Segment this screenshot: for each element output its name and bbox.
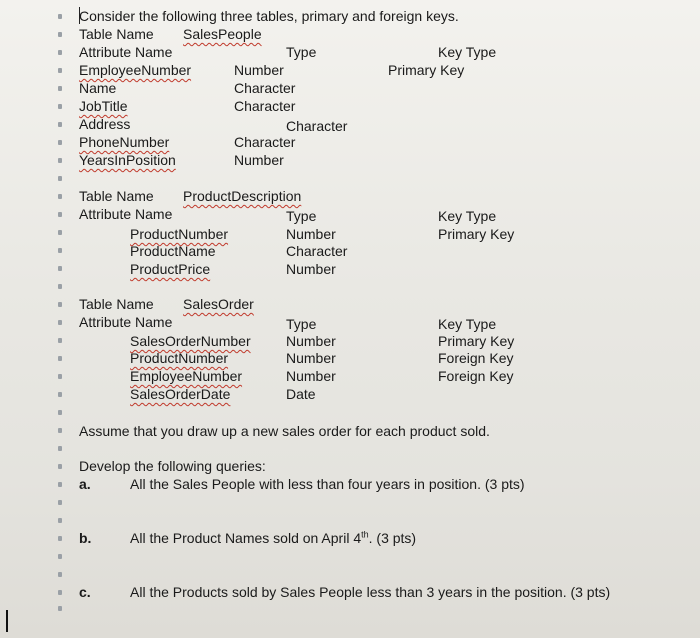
table2-key: Primary Key xyxy=(438,226,515,242)
table3-attr: EmployeeNumber xyxy=(130,368,243,384)
bullet xyxy=(58,230,62,235)
bullet xyxy=(58,248,62,253)
query-c-letter: c. xyxy=(79,584,91,600)
table1-attr: Address xyxy=(79,116,131,132)
table1-type-header: Type xyxy=(286,44,317,60)
bullet xyxy=(58,572,62,577)
bullet xyxy=(58,392,62,397)
bullet xyxy=(58,158,62,163)
table3-key: Primary Key xyxy=(438,333,515,349)
bullet xyxy=(58,176,62,181)
table3-key: Foreign Key xyxy=(438,368,514,384)
bullet xyxy=(58,302,62,307)
table2-type: Number xyxy=(286,226,336,242)
bullet xyxy=(58,14,62,19)
bullet xyxy=(58,590,62,595)
table1-attr: Name xyxy=(79,80,117,96)
assume-text: Assume that you draw up a new sales order for each product sold. xyxy=(79,423,490,439)
bullet xyxy=(58,554,62,559)
table2-attr-header: Attribute Name xyxy=(79,206,173,222)
bullet xyxy=(58,104,62,109)
table1-attr: JobTitle xyxy=(79,98,128,114)
bullet xyxy=(58,374,62,379)
table3-attr: SalesOrderNumber xyxy=(130,333,251,349)
query-c-text: All the Products sold by Sales People less than 3 years in the position. (3 pts) xyxy=(130,584,611,600)
table2-attr: ProductName xyxy=(130,243,216,259)
table1-attr: PhoneNumber xyxy=(79,134,170,150)
query-b-text xyxy=(130,530,416,546)
bullet xyxy=(58,320,62,325)
intro-text: Consider the following three tables, primary and foreign keys. xyxy=(79,8,459,24)
table1-attr-header: Attribute Name xyxy=(79,44,173,60)
table2-attr: ProductNumber xyxy=(130,226,229,242)
bullet xyxy=(58,518,62,523)
bullet xyxy=(58,122,62,127)
bullet xyxy=(58,446,62,451)
bullet xyxy=(58,428,62,433)
bullet xyxy=(58,68,62,73)
query-a-text: All the Sales People with less than four years in position. (3 pts) xyxy=(130,476,525,492)
table1-name: SalesPeople xyxy=(183,26,262,42)
table3-attr: ProductNumber xyxy=(130,350,229,366)
table2-attr: ProductPrice xyxy=(130,261,211,277)
table3-key-header: Key Type xyxy=(438,316,497,332)
table1-key: Primary Key xyxy=(388,62,465,78)
bullet xyxy=(58,50,62,55)
table1-type: Character xyxy=(286,118,348,134)
table1-label: Table Name xyxy=(79,26,154,42)
bullet xyxy=(58,482,62,487)
table1-key-header: Key Type xyxy=(438,44,497,60)
bullet xyxy=(58,266,62,271)
bullet xyxy=(58,464,62,469)
table3-attr: SalesOrderDate xyxy=(130,386,231,402)
bullet xyxy=(58,338,62,343)
query-b-text-tail: . (3 pts) xyxy=(368,530,417,546)
table2-key-header: Key Type xyxy=(438,208,497,224)
table3-type: Number xyxy=(286,333,336,349)
bullet xyxy=(58,86,62,91)
table3-key: Foreign Key xyxy=(438,350,514,366)
bullet xyxy=(58,606,62,611)
table3-type-header: Type xyxy=(286,316,317,332)
query-b-sup: th xyxy=(361,529,369,540)
bullet xyxy=(58,536,62,541)
table3-type: Date xyxy=(286,386,316,402)
table1-type: Character xyxy=(234,134,296,150)
bullet xyxy=(58,410,62,415)
table1-type: Number xyxy=(234,62,284,78)
table3-attr-header: Attribute Name xyxy=(79,314,173,330)
table1-type: Character xyxy=(234,98,296,114)
table3-type: Number xyxy=(286,350,336,366)
table1-type: Character xyxy=(234,80,296,96)
bullet xyxy=(58,194,62,199)
table3-type: Number xyxy=(286,368,336,384)
bullet xyxy=(58,356,62,361)
table2-label: Table Name xyxy=(79,188,154,204)
table2-type: Number xyxy=(286,261,336,277)
develop-text: Develop the following queries: xyxy=(79,458,266,474)
query-a-letter: a. xyxy=(79,476,91,492)
left-edge-mark xyxy=(6,610,8,632)
query-b-text-main: All the Product Names sold on April 4 xyxy=(130,530,362,546)
bullet xyxy=(58,284,62,289)
table3-name: SalesOrder xyxy=(183,296,254,312)
bullet xyxy=(58,500,62,505)
table2-type: Character xyxy=(286,243,348,259)
table1-type: Number xyxy=(234,152,284,168)
bullet xyxy=(58,212,62,217)
table2-type-header: Type xyxy=(286,208,317,224)
table1-attr: EmployeeNumber xyxy=(79,62,192,78)
query-b-letter: b. xyxy=(79,530,92,546)
bullet xyxy=(58,140,62,145)
table2-name: ProductDescription xyxy=(183,188,302,204)
table3-label: Table Name xyxy=(79,296,154,312)
table1-attr: YearsInPosition xyxy=(79,152,176,168)
bullet xyxy=(58,32,62,37)
